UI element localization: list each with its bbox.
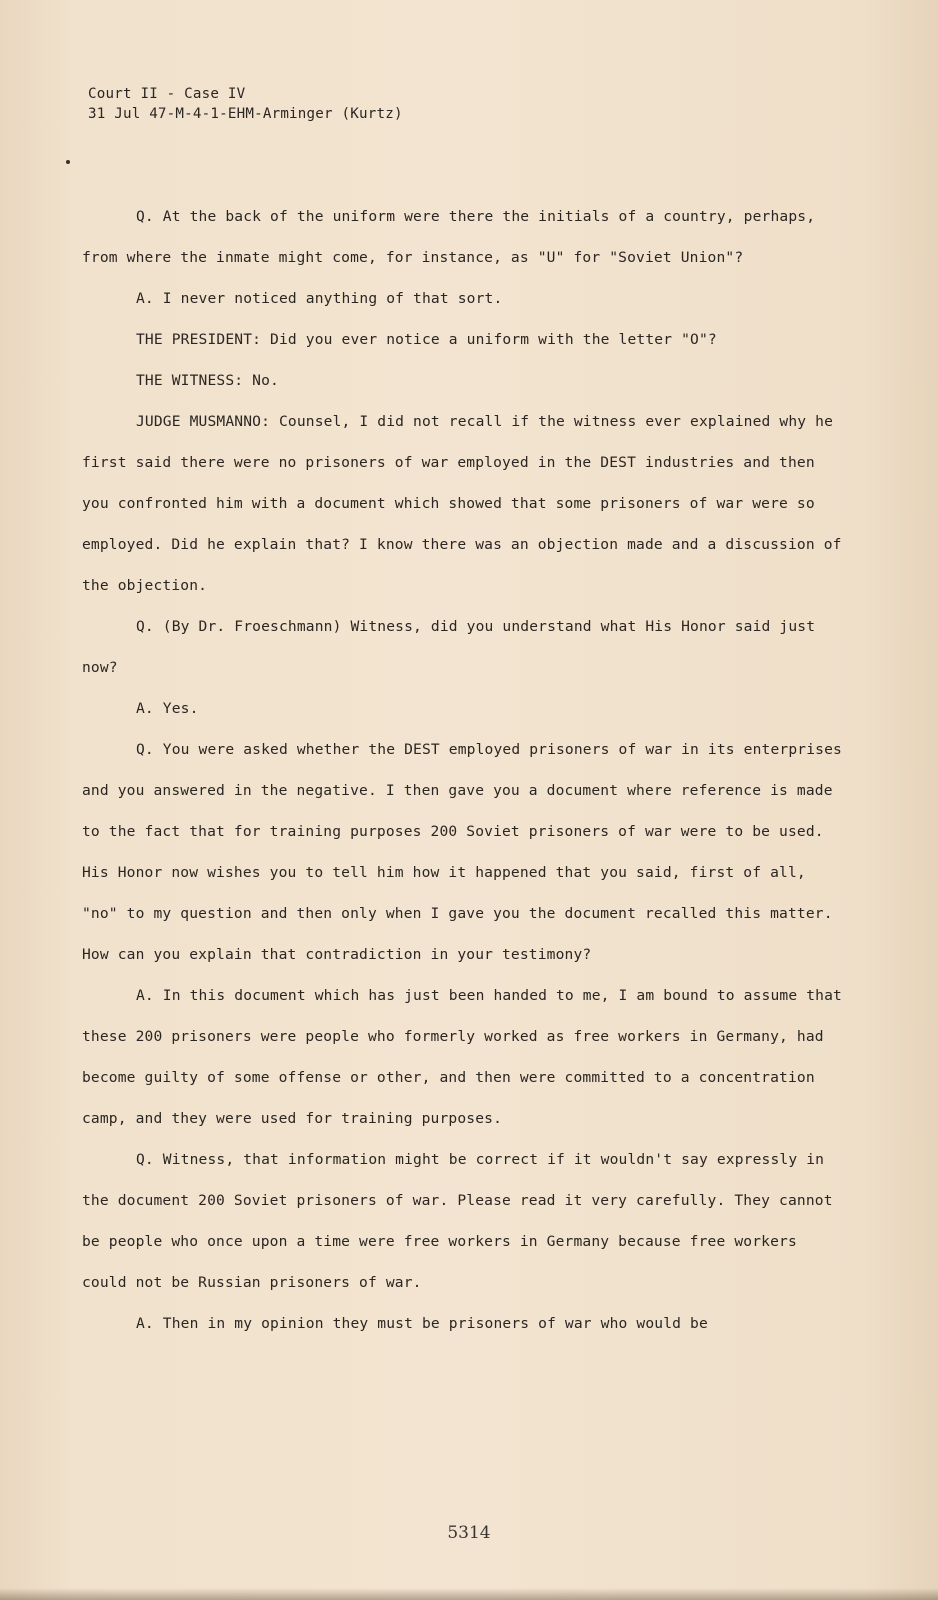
transcript-paragraph: THE WITNESS: No. [136, 372, 279, 389]
transcript-paragraph: JUDGE MUSMANNO: Counsel, I did not recall if the witness ever explained why he first said there were no prisoners of war employed in the DEST industries and then you confronted him with a document which showed that some prisoners of war were so employed. Did he explain that? I know there was an objection made and a discussion of the objection. [82, 413, 842, 594]
transcript-paragraph: A. Yes. [136, 700, 199, 717]
transcript-paragraph: Q. Witness, that information might be correct if it wouldn't say expressly in the document 200 Soviet prisoners of war. Please read it very carefully. They cannot be people who once upon a time were free workers in Germany because free workers could not be Russian prisoners of war. [82, 1151, 833, 1291]
transcript-paragraph: A. In this document which has just been handed to me, I am bound to assume that these 200 prisoners were people who formerly worked as free workers in Germany, had become guilty of some offense or other, and then were committed to a concentration camp, and they were used for training purposes. [82, 987, 842, 1127]
header-case-line: Court II - Case IV [88, 86, 246, 102]
ink-speck [66, 160, 70, 164]
transcript-paragraph: THE PRESIDENT: Did you ever notice a uniform with the letter "O"? [136, 331, 717, 348]
transcript-paragraph: Q. You were asked whether the DEST employed prisoners of war in its enterprises and you answered in the negative. I then gave you a document where reference is made to the fact that for training purposes 200 Soviet prisoners of war were to be used. His Honor now wishes you to tell him how it happened that you said, first of all, "no" to my question and then only when I gave you the document recalled this matter. How can you explain that contradiction in your testimony? [82, 741, 842, 963]
transcript-paragraph: A. Then in my opinion they must be prisoners of war who would be [136, 1315, 708, 1332]
transcript-body [82, 196, 842, 1344]
transcript-paragraph: A. I never noticed anything of that sort. [136, 290, 503, 307]
header-reference-line: 31 Jul 47-M-4-1-EHM-Arminger (Kurtz) [88, 106, 403, 122]
page-number: 5314 [447, 1523, 491, 1543]
transcript-paragraph: Q. At the back of the uniform were there the initials of a country, perhaps, from where the inmate might come, for instance, as "U" for "Soviet Union"? [82, 208, 816, 266]
document-header [88, 84, 403, 124]
transcript-paragraph: Q. (By Dr. Froeschmann) Witness, did you understand what His Honor said just now? [82, 618, 816, 676]
